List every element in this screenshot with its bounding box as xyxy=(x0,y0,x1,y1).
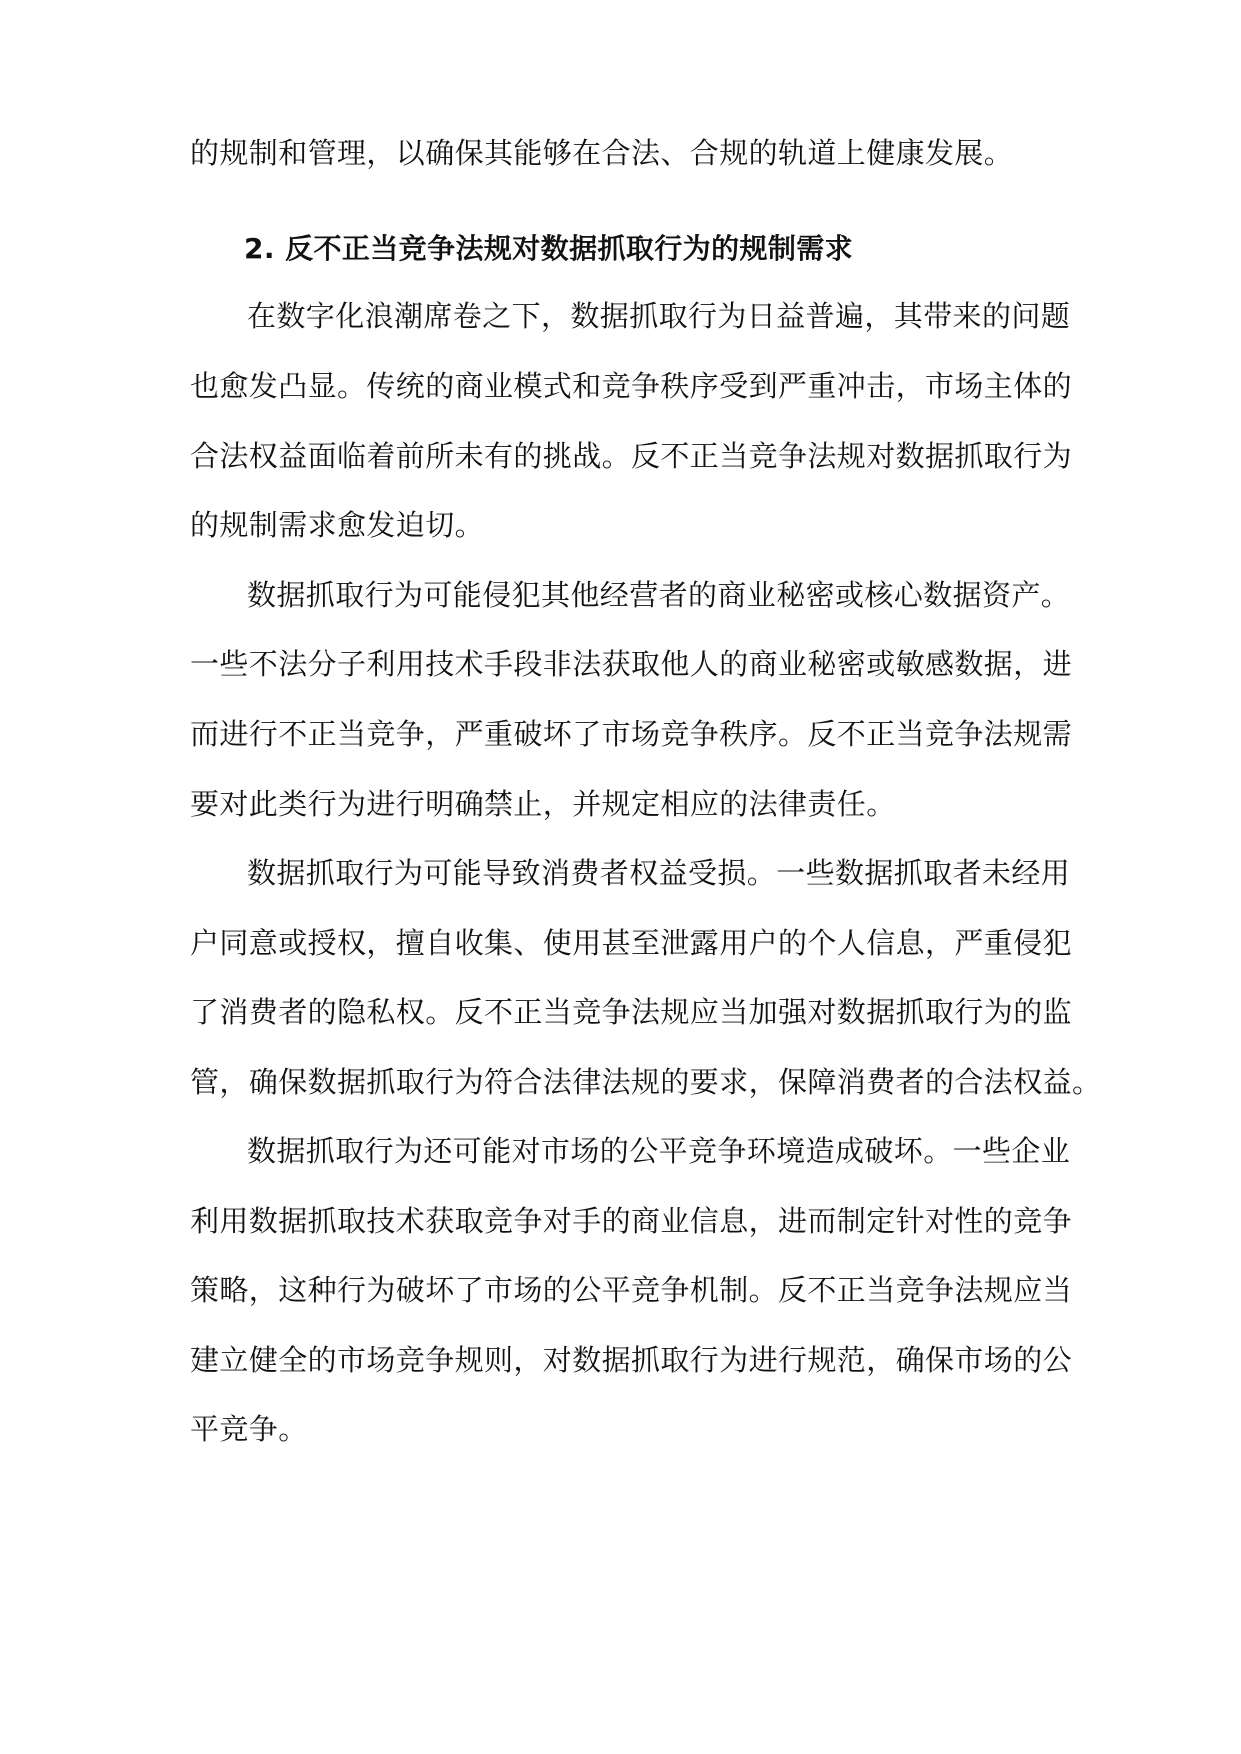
body-text-line: 一些不法分子利用技术手段非法获取他人的商业秘密或敏感数据，进 xyxy=(190,647,1073,681)
body-text-line: 户同意或授权，擅自收集、使用甚至泄露用户的个人信息，严重侵犯 xyxy=(190,926,1073,960)
body-text-line: 数据抓取行为可能侵犯其他经营者的商业秘密或核心数据资产。 xyxy=(247,578,1071,612)
body-text-line: 利用数据抓取技术获取竞争对手的商业信息，进而制定针对性的竞争 xyxy=(190,1204,1073,1238)
body-text-line: 管，确保数据抓取行为符合法律法规的要求，保障消费者的合法权益。 xyxy=(190,1065,1102,1099)
body-text-line: 数据抓取行为还可能对市场的公平竞争环境造成破坏。一些企业 xyxy=(247,1134,1071,1168)
body-text-line: 也愈发凸显。传统的商业模式和竞争秩序受到严重冲击，市场主体的 xyxy=(190,369,1073,403)
body-text-line: 了消费者的隐私权。反不正当竞争法规应当加强对数据抓取行为的监 xyxy=(190,995,1073,1029)
body-text-line: 要对此类行为进行明确禁止，并规定相应的法律责任。 xyxy=(190,787,896,821)
body-text-line: 策略，这种行为破坏了市场的公平竞争机制。反不正当竞争法规应当 xyxy=(190,1273,1073,1307)
body-text-line: 的规制需求愈发迫切。 xyxy=(190,508,485,542)
body-text-line: 建立健全的市场竞争规则，对数据抓取行为进行规范，确保市场的公 xyxy=(190,1343,1073,1377)
body-text-line: 在数字化浪潮席卷之下，数据抓取行为日益普遍，其带来的问题 xyxy=(247,299,1071,333)
body-text-line: 平竞争。 xyxy=(190,1412,308,1446)
body-text-line: 数据抓取行为可能导致消费者权益受损。一些数据抓取者未经用 xyxy=(247,856,1071,890)
body-text-line: 合法权益面临着前所未有的挑战。反不正当竞争法规对数据抓取行为 xyxy=(190,439,1073,473)
body-text-line: 而进行不正当竞争，严重破坏了市场竞争秩序。反不正当竞争法规需 xyxy=(190,717,1073,751)
section-heading: 2. 反不正当竞争法规对数据抓取行为的规制需求 xyxy=(244,232,854,265)
body-text-line: 的规制和管理，以确保其能够在合法、合规的轨道上健康发展。 xyxy=(190,136,1014,170)
